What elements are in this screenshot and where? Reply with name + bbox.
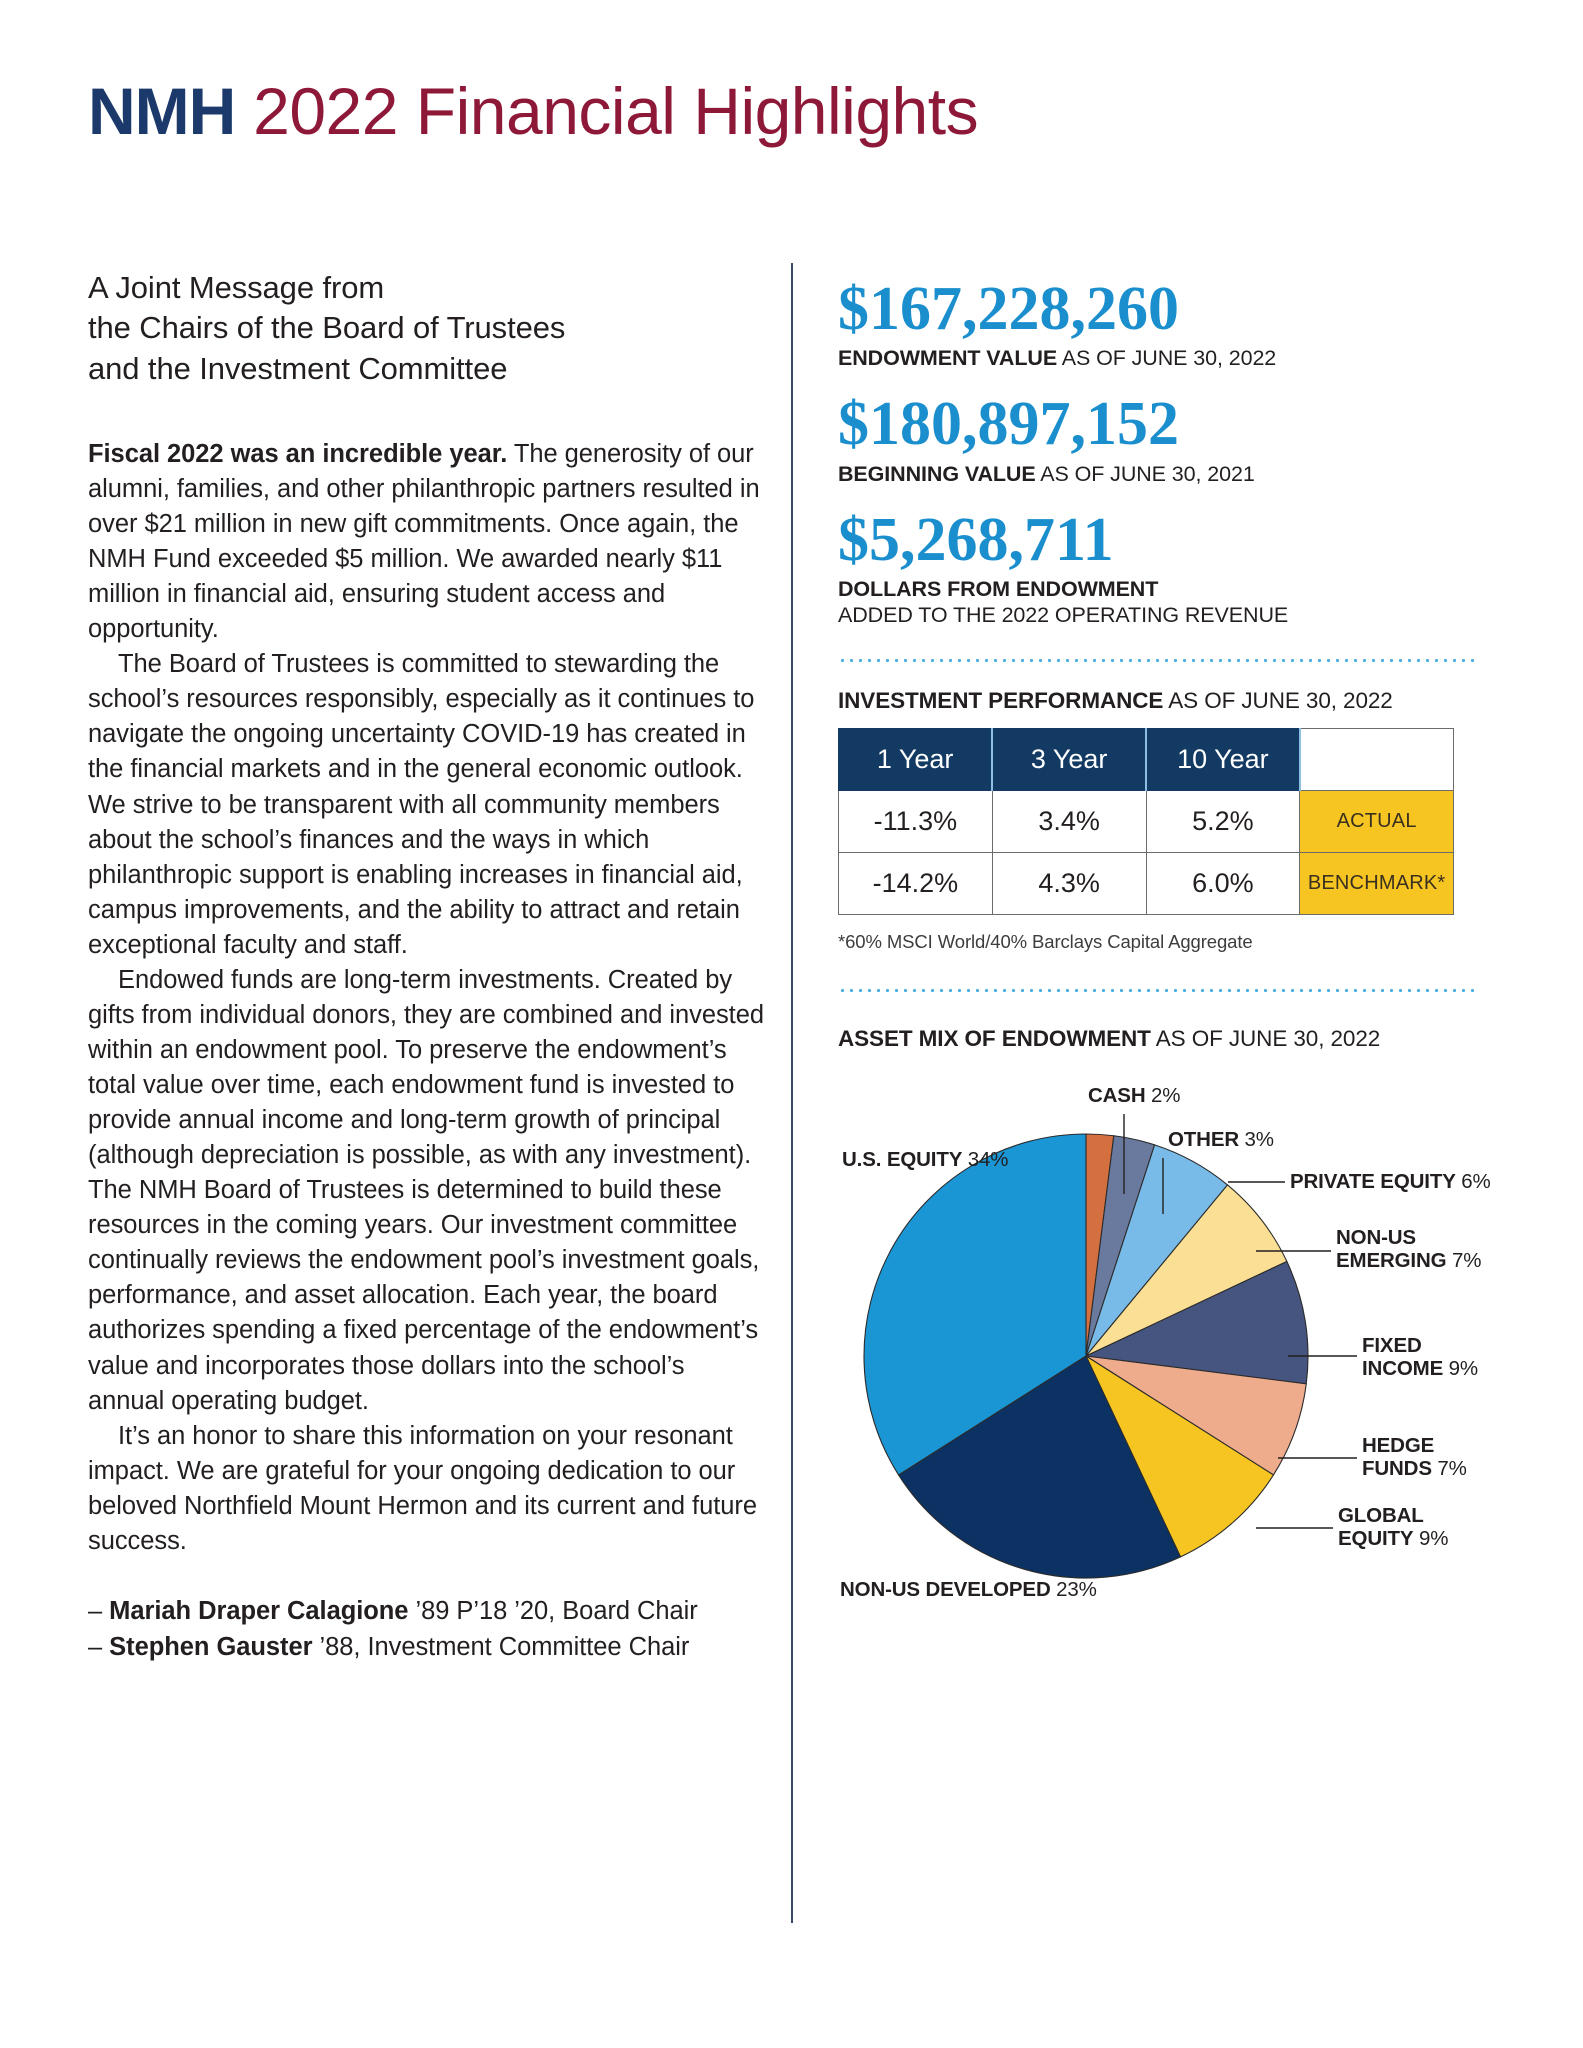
table-cell-value: 4.3% bbox=[992, 852, 1146, 914]
table-cell-value: 5.2% bbox=[1146, 790, 1300, 852]
stat-label bbox=[838, 461, 1498, 487]
heading-light: AS OF JUNE 30, 2022 bbox=[1163, 687, 1393, 713]
pie-slice-label bbox=[1338, 1504, 1448, 1552]
pie-label-line bbox=[1088, 1084, 1180, 1108]
pie-label-name: U.S. EQUITY bbox=[842, 1147, 963, 1171]
table-cell-tag: BENCHMARK* bbox=[1300, 852, 1454, 914]
pie-label-percent: 6% bbox=[1455, 1169, 1491, 1193]
table-column-header: 1 Year bbox=[839, 728, 993, 790]
table-column-header: 10 Year bbox=[1146, 728, 1300, 790]
investment-performance-heading bbox=[838, 688, 1498, 714]
stat-beginning-value bbox=[838, 390, 1498, 486]
dotted-divider-2 bbox=[838, 989, 1478, 992]
pie-label-name: EMERGING bbox=[1336, 1249, 1447, 1273]
pie-slice-label bbox=[1336, 1226, 1481, 1274]
page-title-brand: NMH bbox=[88, 74, 236, 148]
pie-label-line bbox=[1338, 1527, 1448, 1551]
letter-paragraph: It’s an honor to share this information on your resonant impact. We are grateful for your ongoing dedication to our beloved Northfield Mount Hermon and its current and future success. bbox=[88, 1421, 757, 1555]
letter-paragraph: Endowed funds are long-term investments. Created by gifts from individual donors, they are combined and invested within an endowment pool. To preserve the endowment’s total value over time, each endowment fund is invested to provide annual income and long-term growth of principal (although depreciation is possible, as with any investment). The NMH Board of Trustees is determined to build these resources in the coming years. Our investment committee continually reviews the endowment pool’s investment goals, performance, and asset allocation. Each year, the board authorizes spending a fixed percentage of the endowment’s value and incorporates those dollars into the school’s annual operating budget. bbox=[88, 965, 764, 1415]
pie-slice-label bbox=[840, 1578, 1097, 1602]
stat-label bbox=[838, 576, 1498, 602]
asset-mix-heading bbox=[838, 1026, 1498, 1052]
table-row bbox=[839, 852, 1454, 914]
joint-message-line-1: the Chairs of the Board of Trustees bbox=[88, 310, 566, 346]
left-column bbox=[88, 268, 766, 1665]
signature-dash: – bbox=[88, 1633, 110, 1662]
stat-label-strong: DOLLARS FROM ENDOWMENT bbox=[838, 577, 1159, 602]
letter-body bbox=[88, 437, 766, 1559]
pie-slice-label bbox=[1362, 1334, 1478, 1382]
paragraph-lead: Fiscal 2022 was an incredible year. bbox=[88, 439, 508, 468]
page-title-rest: 2022 Financial Highlights bbox=[235, 74, 979, 148]
table-cell-tag: ACTUAL bbox=[1300, 790, 1454, 852]
pie-label-name: GLOBAL bbox=[1338, 1503, 1424, 1527]
heading-strong: ASSET MIX OF ENDOWMENT bbox=[838, 1025, 1151, 1051]
table-column-header: 3 Year bbox=[992, 728, 1146, 790]
right-column bbox=[838, 275, 1498, 1626]
stat-label-strong: ENDOWMENT VALUE bbox=[838, 346, 1058, 371]
pie-label-name: NON-US DEVELOPED bbox=[840, 1577, 1051, 1601]
table-cell-value: 3.4% bbox=[992, 790, 1146, 852]
signature-line bbox=[88, 1593, 766, 1629]
pie-label-line bbox=[1362, 1334, 1478, 1358]
letter-paragraph: Fiscal 2022 was an incredible year. The generosity of our alumni, families, and other philanthropic partners resulted in over $21 million in new gift commitments. Once again, the NMH Fund exceeded $5 million. We awarded nearly $11 million in financial aid, ensuring student access and opportunity. bbox=[88, 439, 760, 644]
dotted-divider-1 bbox=[838, 659, 1478, 662]
pie-label-line bbox=[1362, 1357, 1478, 1381]
pie-label-line bbox=[1168, 1128, 1274, 1152]
joint-message-line-0: A Joint Message from bbox=[88, 270, 385, 305]
pie-label-name: INCOME bbox=[1362, 1357, 1444, 1381]
letter-paragraph: The Board of Trustees is committed to stewarding the school’s resources responsibly, especially as it continues to navigate the ongoing uncertainty COVID-19 has created in the financial markets and in the general economic outlook. We strive to be transparent with all community members about the school’s finances and the ways in which philanthropic support is enabling increases in financial aid, campus improvements, and the ability to attract and retain exceptional faculty and staff. bbox=[88, 650, 755, 959]
table-column-header bbox=[1300, 728, 1454, 790]
asset-mix-pie-chart bbox=[838, 1066, 1498, 1626]
signature-line bbox=[88, 1629, 766, 1665]
heading-light: AS OF JUNE 30, 2022 bbox=[1150, 1025, 1381, 1051]
pie-label-name: NON-US bbox=[1336, 1225, 1416, 1249]
page-title bbox=[88, 74, 979, 148]
signature-role: ’88, Investment Committee Chair bbox=[312, 1633, 690, 1662]
pie-label-percent: 7% bbox=[1446, 1249, 1482, 1273]
pie-label-percent: 34% bbox=[962, 1147, 1009, 1171]
pie-slice-label bbox=[1088, 1084, 1180, 1108]
table-cell-value: -11.3% bbox=[839, 790, 993, 852]
table-row bbox=[839, 790, 1454, 852]
pie-label-name: OTHER bbox=[1168, 1127, 1240, 1151]
benchmark-footnote: *60% MSCI World/40% Barclays Capital Aggregate bbox=[838, 930, 1253, 952]
pie-label-percent: 23% bbox=[1050, 1577, 1097, 1601]
stat-value: $167,228,260 bbox=[838, 275, 1179, 343]
pie-label-name: EQUITY bbox=[1338, 1527, 1414, 1551]
heading-strong: INVESTMENT PERFORMANCE bbox=[838, 687, 1164, 713]
pie-slice-label bbox=[1168, 1128, 1274, 1152]
table-head bbox=[839, 728, 1454, 790]
pie-label-percent: 9% bbox=[1443, 1357, 1478, 1381]
pie-label-percent: 7% bbox=[1431, 1457, 1467, 1481]
pie-label-name: PRIVATE EQUITY bbox=[1290, 1169, 1456, 1193]
stat-value: $5,268,711 bbox=[838, 505, 1114, 574]
signature-role: ’89 P’18 ’20, Board Chair bbox=[408, 1596, 698, 1625]
signature-name: Mariah Draper Calagione bbox=[109, 1596, 409, 1625]
pie-slice-label bbox=[1362, 1434, 1467, 1482]
pie-slice-label bbox=[842, 1148, 1008, 1172]
pie-label-percent: 2% bbox=[1145, 1083, 1181, 1107]
pie-label-name: FUNDS bbox=[1362, 1457, 1432, 1481]
pie-label-line bbox=[1336, 1249, 1481, 1273]
table-cell-value: -14.2% bbox=[839, 852, 993, 914]
pie-slice-label bbox=[1290, 1170, 1491, 1194]
table-body bbox=[839, 790, 1454, 914]
pie-label-line bbox=[1362, 1434, 1467, 1458]
pie-label-percent: 9% bbox=[1413, 1527, 1449, 1551]
pie-label-line bbox=[1338, 1504, 1448, 1528]
stat-label-light: AS OF JUNE 30, 2021 bbox=[1035, 461, 1255, 486]
signature-dash: – bbox=[88, 1596, 110, 1625]
stat-sublabel: ADDED TO THE 2022 OPERATING REVENUE bbox=[838, 603, 1289, 628]
pie-label-name: FIXED bbox=[1362, 1333, 1422, 1357]
stat-dollars-from-endowment bbox=[838, 505, 1498, 629]
stat-label-light: AS OF JUNE 30, 2022 bbox=[1057, 346, 1277, 371]
pie-label-line bbox=[1336, 1226, 1481, 1250]
pie-label-name: HEDGE bbox=[1362, 1433, 1435, 1457]
joint-message-heading bbox=[88, 268, 766, 389]
column-divider bbox=[791, 263, 793, 1923]
investment-performance-table bbox=[838, 728, 1454, 915]
pie-label-line bbox=[840, 1578, 1097, 1602]
signature-name: Stephen Gauster bbox=[109, 1633, 313, 1662]
stat-endowment-value bbox=[838, 275, 1498, 371]
stat-value: $180,897,152 bbox=[838, 390, 1179, 459]
pie-label-line bbox=[1362, 1457, 1467, 1481]
stat-label-strong: BEGINNING VALUE bbox=[838, 461, 1036, 486]
pie-label-name: CASH bbox=[1088, 1083, 1146, 1107]
pie-label-percent: 3% bbox=[1239, 1127, 1274, 1151]
signature-block bbox=[88, 1593, 766, 1665]
table-cell-value: 6.0% bbox=[1146, 852, 1300, 914]
joint-message-line-2: and the Investment Committee bbox=[88, 350, 508, 386]
table-header-row bbox=[839, 728, 1454, 790]
pie-label-line bbox=[842, 1148, 1008, 1172]
pie-label-line bbox=[1290, 1170, 1491, 1194]
stat-label bbox=[838, 345, 1498, 371]
